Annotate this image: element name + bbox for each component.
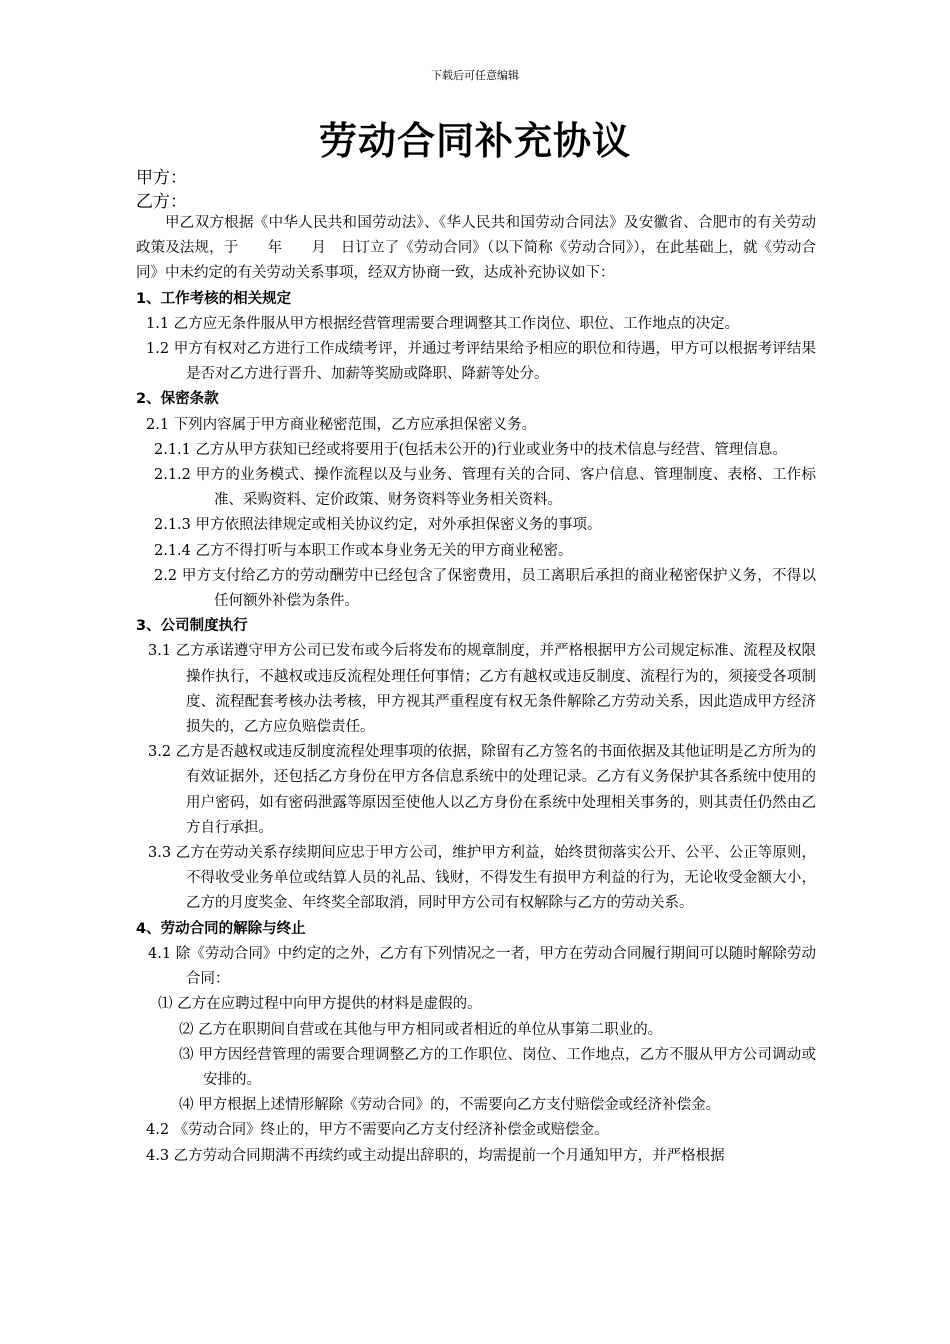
clause-1-2: 1.2 甲方有权对乙方进行工作成绩考评，并通过考评结果给予相应的职位和待遇，甲方可以根据考评结果是否对乙方进行晋升、加薪等奖励或降职、降薪等处分。 [146,341,816,383]
header-note: 下载后可任意编辑 [431,69,519,82]
clause-3-3: 3.3 乙方在劳动关系存续期间应忠于甲方公司，维护甲方利益，始终贯彻落实公开、公平、公正等原则，不得收受业务单位或结算人员的礼品、钱财，不得发生有损甲方利益的行为，无论收受金额大小，乙方的月度奖金、年终奖全部取消，同时甲方公司有权解除与乙方的劳动关系。 [148,845,816,912]
clause-3-1: 3.1 乙方承诺遵守甲方公司已发布或今后将发布的规章制度，并严格根据甲方公司规定标准、流程及权限操作执行，不越权或违反流程处理任何事情；乙方有越权或违反制度、流程行为的，须接受各项制度、流程配套考核办法考核，甲方视其严重程度有权无条件解除乙方劳动关系，因此造成甲方经济损失的，乙方应负赔偿责任。 [148,643,816,736]
party-b-label: 乙方： [136,192,187,212]
clause-4-1-item-3: ⑶ 甲方因经营管理的需要合理调整乙方的工作职位、岗位、工作地点，乙方不服从甲方公司调动或安排的。 [179,1046,816,1088]
section-heading-4: 4、劳动合同的解除与终止 [136,920,306,937]
clause-1-1: 1.1 乙方应无条件服从甲方根据经营管理需要合理调整其工作岗位、职位、工作地点的决定。 [146,315,740,332]
section-heading-2: 2、保密条款 [136,391,219,408]
clause-4-1: 4.1 除《劳动合同》中约定的之外，乙方有下列情况之一者，甲方在劳动合同履行期间可以随时解除劳动合同： [148,945,816,988]
clause-2-1-3: 2.1.3 甲方依照法律规定或相关协议约定，对外承担保密义务的事项。 [154,517,602,534]
clause-4-1-item-2: ⑵ 乙方在职期间自营或在其他与甲方相同或者相近的单位从事第二职业的。 [179,1021,663,1038]
intro-paragraph: 甲乙双方根据《中华人民共和国劳动法》、《华人民共和国劳动合同法》及安徽省、合肥市的有关劳动政策及法规，于 年 月 日订立了《劳动合同》（以下简称《劳动合同》），在此基础上，就《劳动合同》中未约定的有关劳动关系事项，经双方协商一致，达成补充协议如下： [136,215,816,282]
document-title: 劳动合同补充协议 [318,118,631,163]
agreement-body [136,211,816,1169]
clause-2-1-2: 2.1.2 甲方的业务模式、操作流程以及与业务、管理有关的合同、客户信息、管理制度、表格、工作标准、采购资料、定价政策、财务资料等业务相关资料。 [154,467,816,509]
clause-3-2: 3.2 乙方是否越权或违反制度流程处理事项的依据，除留有乙方签名的书面依据及其他证明是乙方所为的有效证据外，还包括乙方身份在甲方各信息系统中的处理记录。乙方有义务保护其各系统中使用的用户密码，如有密码泄露等原因至使他人以乙方身份在系统中处理相关事务的，则其责任仍然由乙方自行承担。 [148,744,816,836]
clause-4-1-item-1: ⑴ 乙方在应聘过程中向甲方提供的材料是虚假的。 [158,996,482,1013]
clause-2-1-1: 2.1.1 乙方从甲方获知已经或将要用于(包括未公开的)行业或业务中的技术信息与经营、管理信息。 [154,441,787,458]
clause-4-3: 4.3 乙方劳动合同期满不再续约或主动提出辞职的，均需提前一个月通知甲方，并严格根据 [146,1147,725,1164]
clause-2-1: 2.1 下列内容属于甲方商业秘密范围，乙方应承担保密义务。 [146,416,537,433]
section-heading-1: 1、工作考核的相关规定 [136,290,292,307]
party-a-label: 甲方： [136,168,187,188]
clause-4-1-item-4: ⑷ 甲方根据上述情形解除《劳动合同》的，不需要向乙方支付赔偿金或经济补偿金。 [179,1097,721,1114]
clause-2-2: 2.2 甲方支付给乙方的劳动酬劳中已经包含了保密费用，员工离职后承担的商业秘密保护义务，不得以任何额外补偿为条件。 [154,567,816,610]
section-heading-3: 3、公司制度执行 [136,618,248,635]
clause-4-2: 4.2 《劳动合同》终止的，甲方不需要向乙方支付经济补偿金或赔偿金。 [146,1122,609,1139]
clause-2-1-4: 2.1.4 乙方不得打听与本职工作或本身业务无关的甲方商业秘密。 [154,542,573,559]
